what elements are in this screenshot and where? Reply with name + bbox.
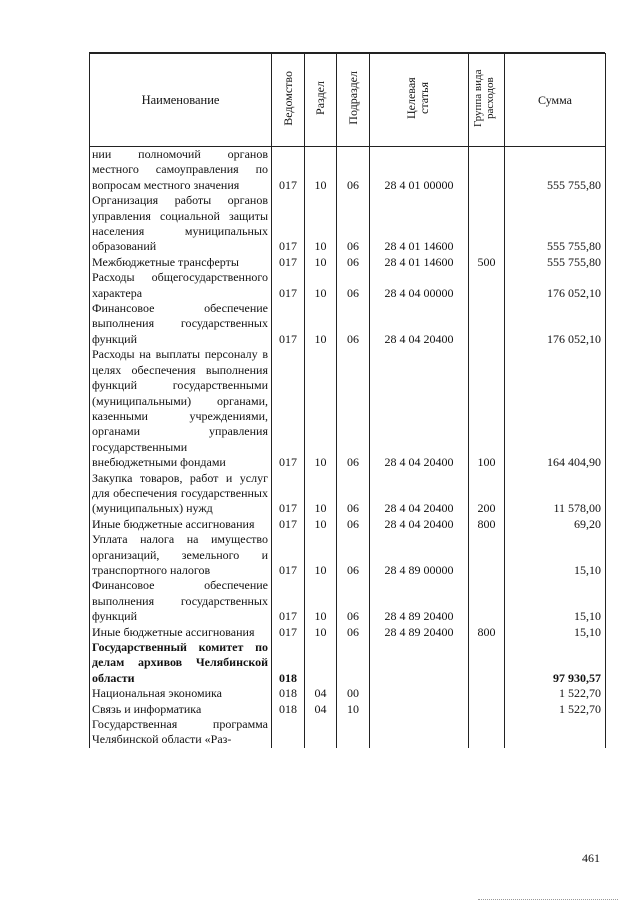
cell-target-article [370, 702, 469, 717]
cell-sum: 176 052,10 [505, 270, 606, 301]
cell-target-article: 28 4 01 14600 [370, 255, 469, 270]
header-target-article: Целевая статья [370, 54, 469, 147]
cell-sum: 555 755,80 [505, 255, 606, 270]
cell-vedomstvo: 017 [272, 147, 305, 194]
cell-target-article: 28 4 89 20400 [370, 578, 469, 624]
cell-razdel: 10 [305, 578, 337, 624]
cell-expense-group [469, 301, 505, 347]
cell-vedomstvo [272, 717, 305, 748]
cell-razdel: 04 [305, 702, 337, 717]
cell-podrazdel: 06 [337, 255, 370, 270]
cell-name: Закупка товаров, работ и услуг для обеспечения государственных (муниципальных) нужд [90, 471, 272, 517]
cell-name: Иные бюджетные ассигнования [90, 517, 272, 532]
footer-rule [478, 899, 618, 901]
cell-target-article [370, 717, 469, 748]
cell-razdel: 04 [305, 686, 337, 701]
cell-name: Расходы общегосударственного характера [90, 270, 272, 301]
header-expense-group: Группа вида расходов [469, 54, 505, 147]
cell-target-article: 28 4 89 00000 [370, 532, 469, 578]
cell-target-article: 28 4 04 00000 [370, 270, 469, 301]
cell-expense-group [469, 686, 505, 701]
cell-expense-group [469, 578, 505, 624]
cell-expense-group [469, 193, 505, 255]
cell-razdel: 10 [305, 255, 337, 270]
cell-vedomstvo: 018 [272, 702, 305, 717]
cell-vedomstvo: 017 [272, 255, 305, 270]
page-number: 461 [582, 851, 600, 865]
cell-name: Иные бюджетные ассигнования [90, 625, 272, 640]
cell-podrazdel: 10 [337, 702, 370, 717]
table-header-row [90, 54, 606, 147]
cell-target-article: 28 4 04 20400 [370, 517, 469, 532]
cell-expense-group [469, 147, 505, 194]
cell-razdel [305, 640, 337, 686]
cell-sum [505, 717, 606, 748]
table-row [90, 517, 606, 532]
cell-name: Расходы на выплаты персоналу в целях обеспечения выполнения функций государственными (муниципальными) органами, казенными учреждениями, органами управления государственными внебюджетными фондами [90, 347, 272, 470]
cell-razdel: 10 [305, 625, 337, 640]
cell-name: Финансовое обеспечение выполнения государственных функций [90, 578, 272, 624]
cell-podrazdel [337, 640, 370, 686]
cell-vedomstvo: 017 [272, 347, 305, 470]
cell-target-article [370, 640, 469, 686]
cell-expense-group [469, 640, 505, 686]
cell-sum: 15,10 [505, 625, 606, 640]
cell-name: Организация работы органов управления социальной защиты населения муниципальных образований [90, 193, 272, 255]
cell-expense-group [469, 702, 505, 717]
cell-expense-group: 200 [469, 471, 505, 517]
cell-razdel: 10 [305, 347, 337, 470]
cell-podrazdel: 06 [337, 517, 370, 532]
cell-podrazdel: 06 [337, 532, 370, 578]
cell-name: Связь и информатика [90, 702, 272, 717]
cell-podrazdel: 06 [337, 147, 370, 194]
table-row [90, 471, 606, 517]
cell-podrazdel: 06 [337, 270, 370, 301]
table-row [90, 255, 606, 270]
cell-expense-group [469, 717, 505, 748]
cell-vedomstvo: 017 [272, 471, 305, 517]
header-sum: Сумма [505, 54, 606, 147]
cell-sum: 1 522,70 [505, 686, 606, 701]
cell-sum: 1 522,70 [505, 702, 606, 717]
cell-expense-group: 100 [469, 347, 505, 470]
cell-razdel: 10 [305, 193, 337, 255]
cell-vedomstvo: 017 [272, 625, 305, 640]
cell-razdel [305, 717, 337, 748]
cell-name: Уплата налога на имущество организаций, земельного и транспортного налогов [90, 532, 272, 578]
header-name: Наименование [90, 54, 272, 147]
cell-podrazdel: 06 [337, 625, 370, 640]
cell-podrazdel: 06 [337, 347, 370, 470]
cell-podrazdel [337, 717, 370, 748]
cell-target-article: 28 4 89 20400 [370, 625, 469, 640]
cell-razdel: 10 [305, 147, 337, 194]
cell-vedomstvo: 018 [272, 686, 305, 701]
cell-name: Национальная экономика [90, 686, 272, 701]
budget-table [89, 53, 606, 748]
table-row [90, 347, 606, 470]
cell-podrazdel: 00 [337, 686, 370, 701]
cell-sum: 15,10 [505, 532, 606, 578]
cell-target-article [370, 686, 469, 701]
table-row [90, 640, 606, 686]
table-row [90, 532, 606, 578]
table-row [90, 702, 606, 717]
cell-vedomstvo: 017 [272, 193, 305, 255]
cell-sum: 555 755,80 [505, 147, 606, 194]
cell-target-article: 28 4 01 14600 [370, 193, 469, 255]
table-row [90, 301, 606, 347]
table-row [90, 578, 606, 624]
table-row [90, 193, 606, 255]
cell-razdel: 10 [305, 532, 337, 578]
budget-table-frame [89, 52, 605, 843]
cell-target-article: 28 4 04 20400 [370, 301, 469, 347]
cell-podrazdel: 06 [337, 301, 370, 347]
cell-sum: 15,10 [505, 578, 606, 624]
cell-razdel: 10 [305, 270, 337, 301]
cell-name: Государственная программа Челябинской области «Раз- [90, 717, 272, 748]
cell-expense-group: 800 [469, 625, 505, 640]
cell-target-article: 28 4 01 00000 [370, 147, 469, 194]
cell-vedomstvo: 017 [272, 532, 305, 578]
cell-sum: 97 930,57 [505, 640, 606, 686]
cell-expense-group [469, 270, 505, 301]
cell-target-article: 28 4 04 20400 [370, 347, 469, 470]
cell-sum: 176 052,10 [505, 301, 606, 347]
cell-razdel: 10 [305, 517, 337, 532]
cell-expense-group [469, 532, 505, 578]
table-row [90, 270, 606, 301]
cell-vedomstvo: 017 [272, 578, 305, 624]
cell-sum: 164 404,90 [505, 347, 606, 470]
cell-name: Финансовое обеспечение выполнения государственных функций [90, 301, 272, 347]
table-row [90, 625, 606, 640]
cell-sum: 69,20 [505, 517, 606, 532]
cell-name: Государственный комитет по делам архивов Челябинской области [90, 640, 272, 686]
header-razdel: Раздел [305, 54, 337, 147]
cell-name: Межбюджетные трансферты [90, 255, 272, 270]
cell-podrazdel: 06 [337, 471, 370, 517]
cell-vedomstvo: 017 [272, 301, 305, 347]
cell-razdel: 10 [305, 301, 337, 347]
cell-sum: 11 578,00 [505, 471, 606, 517]
cell-vedomstvo: 017 [272, 270, 305, 301]
table-body [90, 147, 606, 748]
table-row [90, 686, 606, 701]
cell-expense-group: 800 [469, 517, 505, 532]
header-podrazdel: Подраздел [337, 54, 370, 147]
cell-razdel: 10 [305, 471, 337, 517]
cell-target-article: 28 4 04 20400 [370, 471, 469, 517]
cell-expense-group: 500 [469, 255, 505, 270]
cell-podrazdel: 06 [337, 578, 370, 624]
table-row [90, 717, 606, 748]
cell-podrazdel: 06 [337, 193, 370, 255]
cell-vedomstvo: 017 [272, 517, 305, 532]
table-row [90, 147, 606, 194]
cell-sum: 555 755,80 [505, 193, 606, 255]
cell-vedomstvo: 018 [272, 640, 305, 686]
cell-name: нии полномочий органов местного самоуправления по вопросам местного значения [90, 147, 272, 194]
header-vedomstvo: Ведомство [272, 54, 305, 147]
